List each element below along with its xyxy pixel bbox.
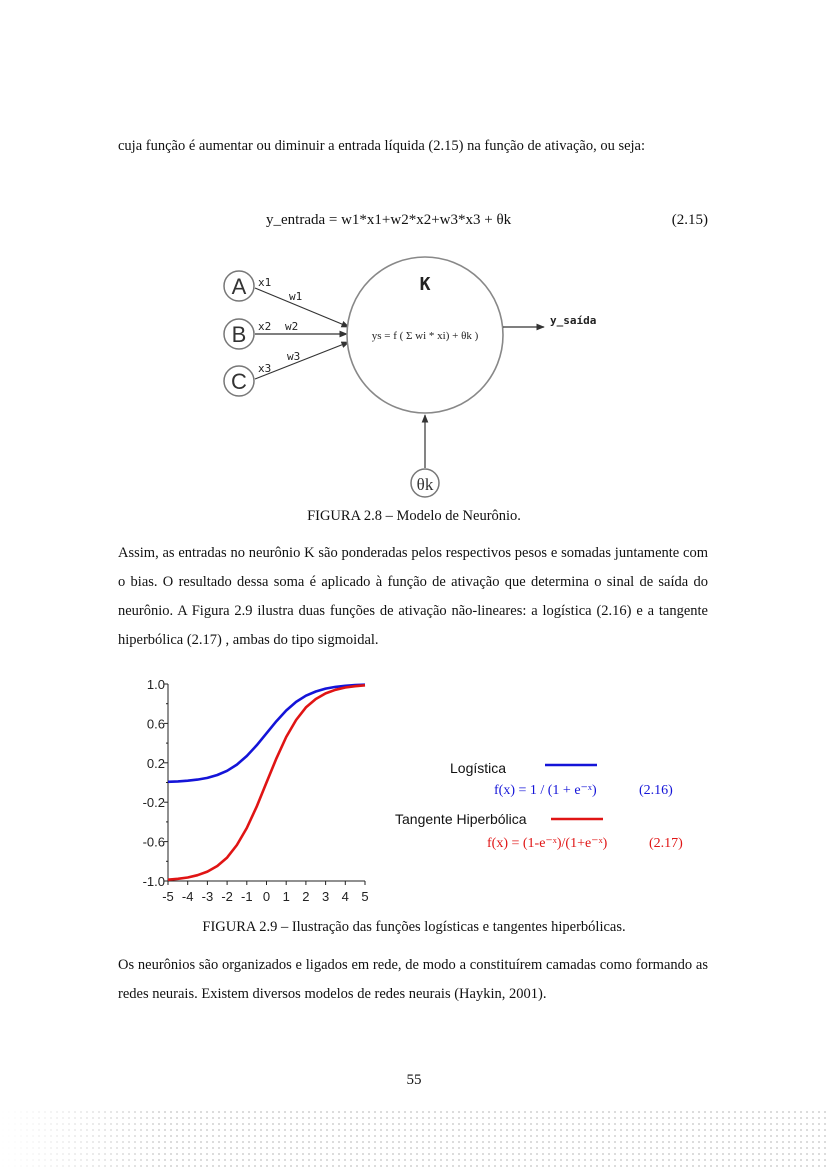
x-tick-labels xyxy=(162,889,368,904)
paragraph-activation: Assim, as entradas no neurônio K são ponderadas pelos respectivos pesos e somadas juntamente com o bias. O resultado dessa soma é aplicado à função de ativação que determina o sinal de saída do neurônio. A Figura 2.9 ilustra duas funções de ativação não-lineares: a logística (2.16) e a tangente hiperbólica (2.17) , ambas do tipo sigmoidal. xyxy=(118,545,708,648)
legend-tanh-formula: f(x) = (1-e⁻ˣ)/(1+e⁻ˣ) xyxy=(487,836,608,851)
input-a-label: A xyxy=(231,274,247,299)
y-tick-label: -0.2 xyxy=(142,795,165,811)
x1-label: x1 xyxy=(258,276,272,289)
output-label: y_saída xyxy=(550,314,597,327)
legend-tanh-number: (2.17) xyxy=(649,836,683,851)
tanh-series-line xyxy=(168,685,365,879)
input-b-label: B xyxy=(231,322,247,347)
legend-logistic-name: Logística xyxy=(450,760,507,776)
w1-label: w1 xyxy=(289,290,303,303)
x-tick-label: -3 xyxy=(201,889,214,904)
y-tick-label: -1.0 xyxy=(142,874,165,889)
y-tick-label: 0.6 xyxy=(146,716,165,732)
y-tick-label: 1.0 xyxy=(146,677,165,692)
decorative-dot-pattern xyxy=(0,1109,828,1169)
w3-label: w3 xyxy=(287,350,301,363)
x-tick-label: 3 xyxy=(321,889,330,904)
legend-logistic-number: (2.16) xyxy=(639,783,673,798)
equation-body: y_entrada = w1*x1+w2*x2+w3*x3 + θk xyxy=(266,212,512,228)
x-tick-label: -1 xyxy=(241,889,253,904)
x-tick-label: 1 xyxy=(282,889,290,904)
logistic-series-line xyxy=(168,685,365,782)
equation-2-15 xyxy=(118,209,708,235)
equation-number: (2.15) xyxy=(671,212,708,228)
figure-2-9-caption: FIGURA 2.9 – Ilustração das funções logísticas e tangentes hiperbólicas. xyxy=(202,919,626,935)
x-tick-label: 5 xyxy=(361,889,369,904)
x-tick-label: 2 xyxy=(302,889,310,904)
paragraph-intro: cuja função é aumentar ou diminuir a entrada líquida (2.15) na função de ativação, ou seja: xyxy=(118,138,646,154)
chart-series xyxy=(168,685,365,880)
x2-label: x2 xyxy=(258,320,272,333)
input-node-c xyxy=(224,366,254,396)
paragraph-networks: Os neurônios são organizados e ligados em rede, de modo a constituírem camadas como formando as redes neurais. Existem diversos modelos de redes neurais (Haykin, 2001). xyxy=(118,957,708,1002)
neuron-model-diagram xyxy=(214,255,624,500)
figure-2-8-caption: FIGURA 2.8 – Modelo de Neurônio. xyxy=(307,508,521,524)
legend-tanh-name: Tangente Hiperbólica xyxy=(395,811,527,827)
input-node-b xyxy=(224,319,254,349)
x3-label: x3 xyxy=(258,362,272,375)
x-tick-label: -2 xyxy=(221,889,233,904)
input-c-label: C xyxy=(231,369,247,394)
y-tick-label: 0.2 xyxy=(146,755,165,771)
y-tick-labels xyxy=(143,677,165,889)
x-tick-label: 4 xyxy=(341,889,349,904)
x-tick-label: -5 xyxy=(162,889,174,904)
x-tick-label: -4 xyxy=(181,889,194,904)
chart-legend xyxy=(395,760,683,851)
x-tick-label: 0 xyxy=(262,889,271,904)
neuron-label: K xyxy=(419,274,431,295)
legend-logistic-formula: f(x) = 1 / (1 + e⁻ˣ) xyxy=(494,783,597,798)
bias-label: θk xyxy=(416,475,434,494)
w2-label: w2 xyxy=(285,320,299,333)
activation-functions-chart xyxy=(118,672,708,912)
y-tick-label: -0.6 xyxy=(142,834,165,850)
page-number: 55 xyxy=(406,1072,422,1088)
input-node-a xyxy=(224,271,254,301)
neuron-formula: ys = f ( Σ wi * xi) + θk ) xyxy=(371,330,479,342)
